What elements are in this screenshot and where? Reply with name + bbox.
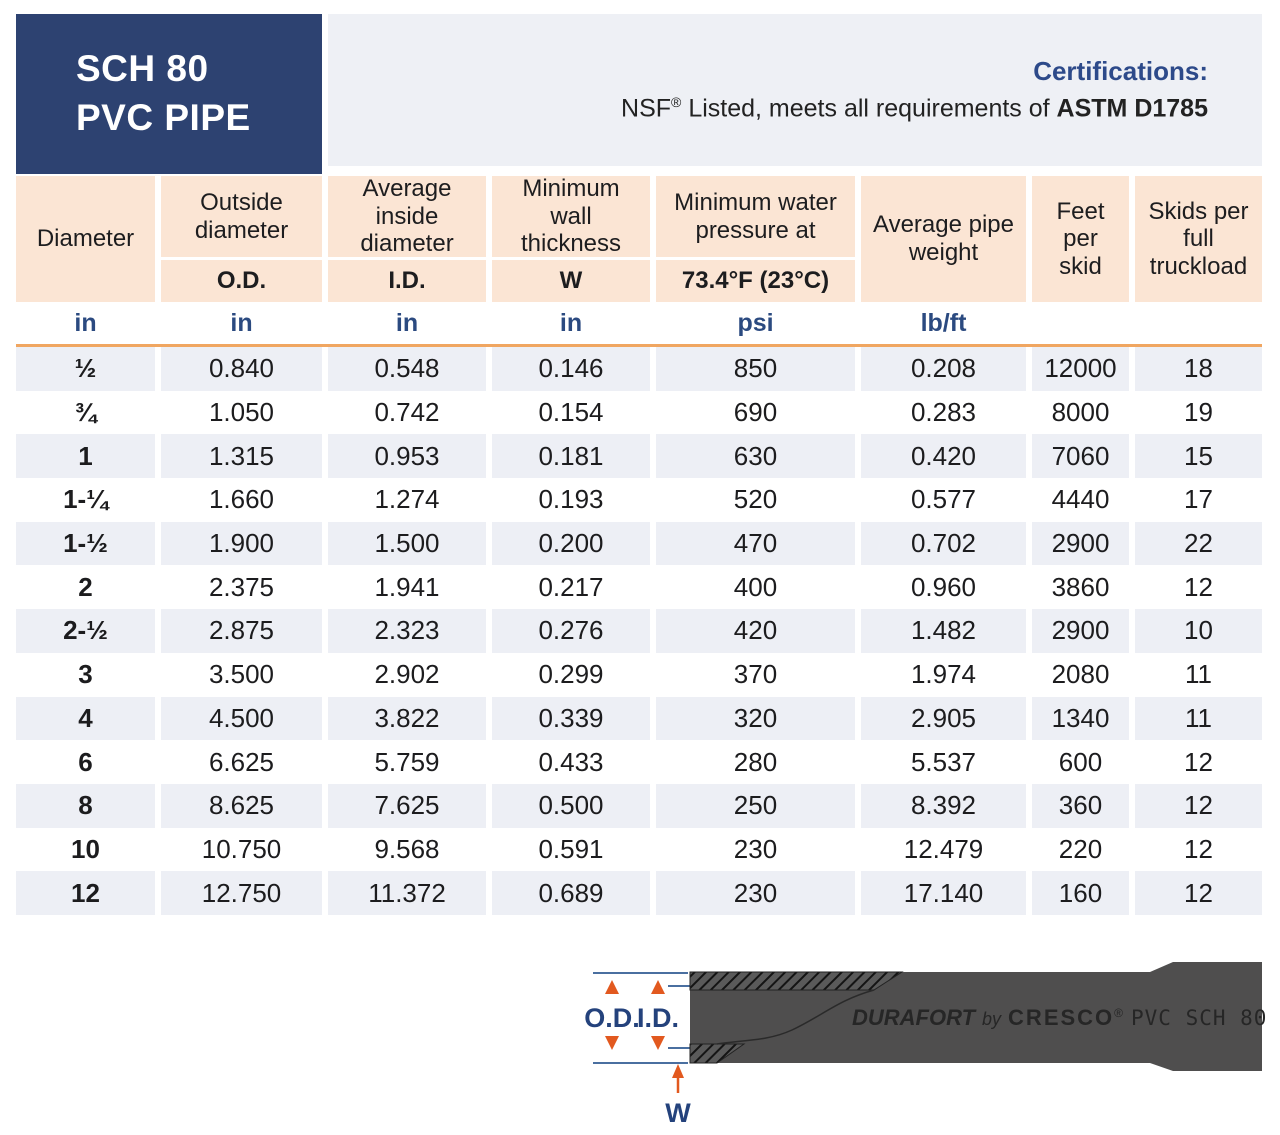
table-cell: 1340 xyxy=(1032,697,1129,741)
table-cell: 1.941 xyxy=(374,571,440,602)
header-temperature: 73.4°F (23°C) xyxy=(656,260,855,302)
table-cell: 10.750 xyxy=(201,833,282,864)
table-cell: 8.625 xyxy=(161,784,322,828)
table-cell: 420 xyxy=(656,609,855,653)
table-cell: 2080 xyxy=(1051,659,1110,690)
table-cell: 0.217 xyxy=(538,571,604,602)
table-header xyxy=(16,176,1262,302)
table-cell: 0.299 xyxy=(538,659,604,690)
table-cell: 1.500 xyxy=(328,522,486,566)
table-cell: 320 xyxy=(656,697,855,741)
cell-diameter: 12 xyxy=(16,871,155,915)
table-cell: 12000 xyxy=(1032,347,1129,391)
table-cell: 0.208 xyxy=(861,347,1026,391)
product-title-box xyxy=(16,14,322,174)
brand-registered-icon: ® xyxy=(1114,1006,1124,1020)
table-cell: 12.479 xyxy=(903,833,984,864)
header-od-abbr: O.D. xyxy=(161,260,322,302)
table-cell: 12 xyxy=(1184,571,1213,602)
table-cell: 8000 xyxy=(1051,397,1110,428)
table-cell: 160 xyxy=(1032,871,1129,915)
table-cell: 1.274 xyxy=(374,484,440,515)
brand-by: by xyxy=(982,1009,1002,1029)
table-cell: 5.537 xyxy=(910,746,977,777)
od-label: O.D. xyxy=(584,1003,640,1033)
table-cell: 22 xyxy=(1135,522,1262,566)
table-cell: 0.591 xyxy=(538,833,604,864)
table-cell: 1.974 xyxy=(910,659,977,690)
table-cell: 0.548 xyxy=(328,347,486,391)
table-cell: 17.140 xyxy=(861,871,1026,915)
id-label: I.D. xyxy=(636,1003,680,1033)
table-cell: 520 xyxy=(733,484,778,515)
table-cell: 360 xyxy=(1032,784,1129,828)
table-cell: 1.050 xyxy=(208,397,275,428)
table-cell: 12 xyxy=(1135,784,1262,828)
header-wall-thickness: Minimum wall thickness xyxy=(492,176,650,257)
pipe-diagram xyxy=(0,930,1280,1135)
table-cell: 470 xyxy=(656,522,855,566)
table-cell: 12.750 xyxy=(161,871,322,915)
header-feet-per-skid: Feet per skid xyxy=(1032,176,1129,302)
table-cell: 5.759 xyxy=(374,746,440,777)
table-cell: 0.283 xyxy=(910,397,977,428)
table-cell: 0.154 xyxy=(538,397,604,428)
unit-diameter: in xyxy=(74,308,97,337)
unit-skids xyxy=(1135,302,1262,344)
registered-mark: ® xyxy=(671,94,682,111)
table-cell: 2.902 xyxy=(374,659,440,690)
unit-weight: lb/ft xyxy=(920,308,967,337)
cert-mid: Listed, meets all requirements of xyxy=(681,94,1057,123)
table-cell: 4440 xyxy=(1051,484,1110,515)
cell-diameter: 6 xyxy=(78,746,93,777)
table-cell: 11.372 xyxy=(328,871,486,915)
table-cell: 600 xyxy=(1058,746,1103,777)
table-cell: 18 xyxy=(1135,347,1262,391)
table-cell: 400 xyxy=(733,571,778,602)
table-cell: 0.276 xyxy=(492,609,650,653)
table-cell: 2900 xyxy=(1032,522,1129,566)
table-body xyxy=(16,347,1262,915)
table-cell: 0.742 xyxy=(374,397,440,428)
cell-diameter: 2 xyxy=(78,571,93,602)
unit-feet xyxy=(1032,302,1129,344)
header-w-abbr: W xyxy=(492,260,650,302)
table-cell: 1.900 xyxy=(161,522,322,566)
table-cell: 0.193 xyxy=(538,484,604,515)
table-cell: 7.625 xyxy=(328,784,486,828)
cell-diameter: 3 xyxy=(78,659,93,690)
table-cell: 0.433 xyxy=(538,746,604,777)
header-diameter: Diameter xyxy=(16,176,155,302)
table-cell: 3.500 xyxy=(208,659,275,690)
table-cell: 3860 xyxy=(1051,571,1110,602)
table-cell: 0.181 xyxy=(492,434,650,478)
table-cell: 0.500 xyxy=(492,784,650,828)
table-cell: 19 xyxy=(1184,397,1213,428)
table-cell: 0.840 xyxy=(161,347,322,391)
id-arrow-up-icon xyxy=(651,980,665,994)
header-outside-diameter: Outside diameter xyxy=(161,176,322,257)
table-cell: 1.660 xyxy=(208,484,275,515)
wall-section-top xyxy=(690,972,902,990)
od-arrow-down-icon xyxy=(605,1036,619,1050)
certifications-text xyxy=(621,94,1208,123)
cell-diameter: 1-¼ xyxy=(63,484,108,515)
table-cell: 2.905 xyxy=(861,697,1026,741)
table-cell: 370 xyxy=(733,659,778,690)
pipe-print xyxy=(852,1005,1267,1030)
w-arrowhead-icon xyxy=(672,1064,684,1078)
unit-w: in xyxy=(559,308,583,337)
table-cell: 280 xyxy=(733,746,778,777)
table-cell: 9.568 xyxy=(374,833,440,864)
table-cell: 11 xyxy=(1135,697,1262,741)
unit-id: in xyxy=(395,308,419,337)
title-line2: PVC PIPE xyxy=(76,97,251,138)
table-cell: 230 xyxy=(656,871,855,915)
table-cell: 850 xyxy=(656,347,855,391)
table-cell: 12 xyxy=(1135,871,1262,915)
table-cell: 2.875 xyxy=(161,609,322,653)
cell-diameter: ½ xyxy=(16,347,155,391)
certifications-panel xyxy=(328,14,1262,166)
table-cell: 12 xyxy=(1184,746,1213,777)
header-skids-per-truckload: Skids per full truckload xyxy=(1135,176,1262,302)
unit-od: in xyxy=(230,308,253,337)
w-label: W xyxy=(665,1098,691,1128)
table-cell: 0.689 xyxy=(492,871,650,915)
cell-diameter: 8 xyxy=(16,784,155,828)
table-cell: 17 xyxy=(1184,484,1213,515)
header-inside-diameter: Average inside diameter xyxy=(328,176,486,257)
table-cell: 0.146 xyxy=(492,347,650,391)
table-cell: 2.375 xyxy=(208,571,275,602)
table-cell: 4.500 xyxy=(161,697,322,741)
table-cell: 7060 xyxy=(1032,434,1129,478)
table-cell: 1.315 xyxy=(161,434,322,478)
table-cell: 0.702 xyxy=(861,522,1026,566)
cert-nsf: NSF xyxy=(621,94,672,123)
unit-pressure: psi xyxy=(737,308,774,337)
id-arrow-down-icon xyxy=(651,1036,665,1050)
table-cell: 0.960 xyxy=(910,571,977,602)
brand-pipe-type: PVC SCH 80 xyxy=(1131,1006,1268,1030)
table-cell: 6.625 xyxy=(208,746,275,777)
brand-durafort: DURAFORT xyxy=(852,1005,976,1030)
cell-diameter: 4 xyxy=(16,697,155,741)
header-pipe-weight: Average pipe weight xyxy=(861,176,1026,302)
od-arrow-up-icon xyxy=(605,980,619,994)
table-cell: 15 xyxy=(1135,434,1262,478)
table-cell: 230 xyxy=(733,833,778,864)
table-cell: 2.323 xyxy=(328,609,486,653)
brand-cresco-logo: CRESCO xyxy=(1008,1005,1115,1030)
table-cell: 12 xyxy=(1184,833,1213,864)
table-cell: 0.577 xyxy=(910,484,977,515)
cell-diameter: ¾ xyxy=(74,397,97,428)
units-row xyxy=(16,302,1262,344)
cell-diameter: 10 xyxy=(71,833,100,864)
table-cell: 0.953 xyxy=(328,434,486,478)
table-cell: 690 xyxy=(733,397,778,428)
table-cell: 11 xyxy=(1185,659,1212,690)
cert-standard: ASTM D1785 xyxy=(1056,94,1208,123)
certifications-heading: Certifications: xyxy=(1033,56,1208,87)
cell-diameter: 1-½ xyxy=(16,522,155,566)
table-cell: 3.822 xyxy=(328,697,486,741)
header-id-abbr: I.D. xyxy=(328,260,486,302)
table-cell: 8.392 xyxy=(861,784,1026,828)
title-line1: SCH 80 xyxy=(76,48,209,90)
cell-diameter: 2-½ xyxy=(16,609,155,653)
header-water-pressure: Minimum water pressure at xyxy=(656,176,855,257)
table-cell: 630 xyxy=(656,434,855,478)
table-cell: 250 xyxy=(656,784,855,828)
table-cell: 1.482 xyxy=(861,609,1026,653)
table-cell: 0.200 xyxy=(492,522,650,566)
table-cell: 2900 xyxy=(1032,609,1129,653)
table-cell: 10 xyxy=(1135,609,1262,653)
table-cell: 220 xyxy=(1058,833,1103,864)
table-cell: 0.339 xyxy=(492,697,650,741)
table-cell: 0.420 xyxy=(861,434,1026,478)
cell-diameter: 1 xyxy=(16,434,155,478)
